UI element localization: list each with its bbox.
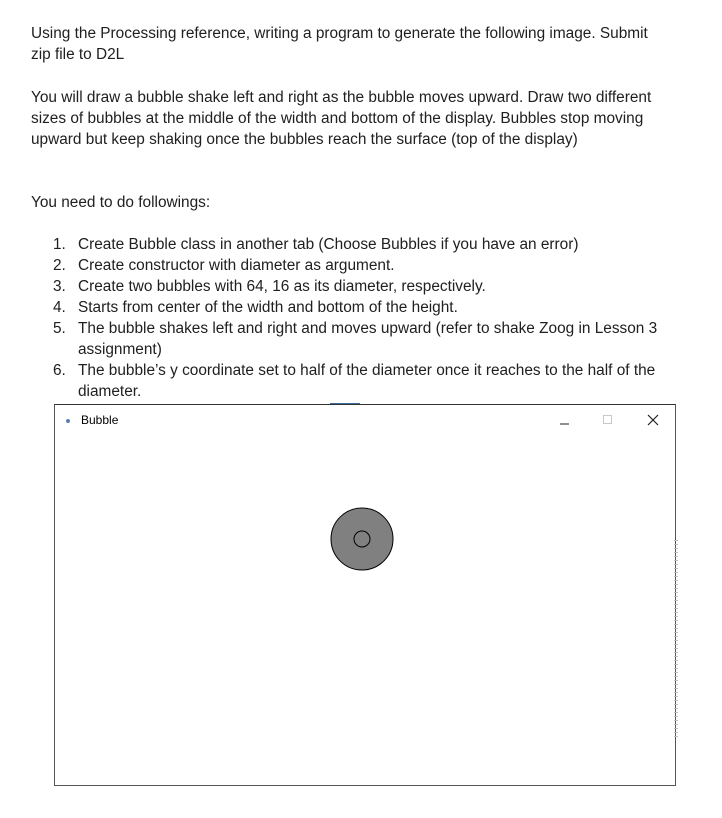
assignment-description: You will draw a bubble shake left and right as the bubble moves upward. Draw two different sizes of bubbles at the middle of the width and bottom of the display. Bubbles stop moving upward but keep shaking once the bubbles reach the surface (top of the display) <box>31 89 652 148</box>
window-titlebar[interactable] <box>55 405 675 435</box>
close-icon <box>641 409 665 431</box>
todo-heading: You need to do followings: <box>31 194 211 211</box>
task-text: The bubble’s y coordinate set to half of the diameter once it reaches to the half of the diameter. <box>78 362 656 400</box>
close-button[interactable] <box>641 409 665 431</box>
assignment-intro: Using the Processing reference, writing a program to generate the following image. Submit zip file to D2L <box>31 25 648 63</box>
task-text: Create Bubble class in another tab (Choose Bubbles if you have an error) <box>78 236 579 253</box>
maximize-button[interactable] <box>595 409 619 431</box>
task-text: Create constructor with diameter as argument. <box>78 257 395 274</box>
small-bubble <box>354 531 370 547</box>
maximize-icon <box>595 409 619 431</box>
app-dot-icon <box>66 419 70 423</box>
sketch-canvas <box>55 435 675 785</box>
sketch-window <box>54 404 676 786</box>
task-number: 2. <box>53 257 66 274</box>
task-number: 3. <box>53 278 66 295</box>
page-edge-marks <box>674 540 678 740</box>
task-item <box>31 318 671 360</box>
task-text: The bubble shakes left and right and moves upward (refer to shake Zoog in Lesson 3 assignment) <box>78 320 658 358</box>
minimize-icon <box>553 409 577 431</box>
window-title: Bubble <box>81 413 119 427</box>
task-text: Starts from center of the width and bottom of the height. <box>78 299 458 316</box>
bubble-drawing <box>55 435 675 785</box>
task-number: 5. <box>53 320 66 337</box>
task-item <box>31 297 671 318</box>
task-number: 6. <box>53 362 66 379</box>
task-item <box>31 360 671 402</box>
task-item <box>31 234 671 255</box>
task-number: 1. <box>53 236 66 253</box>
task-number: 4. <box>53 299 66 316</box>
task-text: Create two bubbles with 64, 16 as its diameter, respectively. <box>78 278 486 295</box>
minimize-button[interactable] <box>553 409 577 431</box>
task-list <box>31 234 671 402</box>
task-item <box>31 255 671 276</box>
task-item <box>31 276 671 297</box>
